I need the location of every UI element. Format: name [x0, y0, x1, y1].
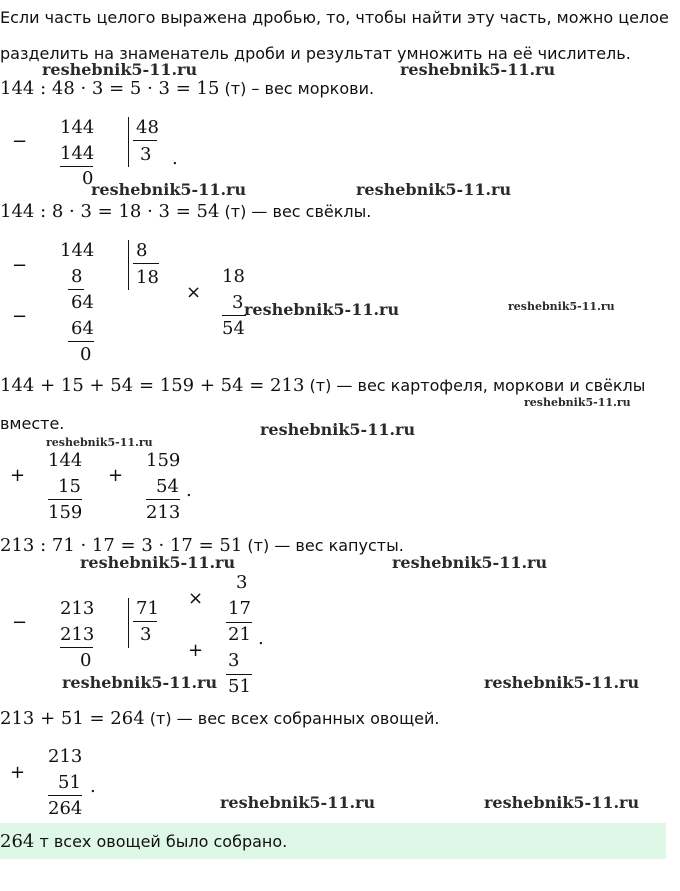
partial-dividend: 64: [71, 292, 94, 313]
factor-a: 17: [228, 598, 251, 619]
watermark: reshebnik5-11.ru: [508, 300, 615, 313]
plus-sign: +: [10, 762, 26, 783]
addition-line: [48, 499, 82, 500]
subtrahend: 64: [71, 318, 94, 339]
addend-b: 15: [58, 476, 81, 497]
step2-unit: (т): [224, 202, 247, 221]
watermark: reshebnik5-11.ru: [356, 180, 512, 199]
step3-line: [0, 376, 645, 396]
carry-digit: 3: [236, 572, 248, 593]
period: .: [186, 480, 192, 501]
answer-text: т всех овощей было собрано.: [39, 832, 288, 851]
times-sign: ×: [188, 588, 204, 609]
product: 54: [222, 318, 245, 339]
step3-line-cont: вместе.: [0, 414, 65, 433]
step5-desc: — вес всех собранных овощей.: [176, 709, 440, 728]
quotient: 18: [136, 267, 159, 288]
step1-line: [0, 79, 374, 99]
factor-a: 18: [222, 266, 245, 287]
watermark: reshebnik5-11.ru: [400, 60, 556, 79]
quotient: 3: [140, 624, 152, 645]
sum: 264: [48, 798, 83, 819]
watermark: reshebnik5-11.ru: [220, 793, 376, 812]
watermark: reshebnik5-11.ru: [42, 60, 198, 79]
remainder: 0: [80, 344, 92, 365]
step2-desc: — вес свёклы.: [251, 202, 372, 221]
minus-sign: −: [12, 255, 28, 276]
partial-product: 3: [228, 650, 240, 671]
division-bar: [128, 598, 129, 648]
addend-b: 54: [156, 476, 179, 497]
division-bar: [128, 240, 129, 290]
watermark: reshebnik5-11.ru: [80, 553, 236, 572]
answer-line: [0, 832, 287, 852]
multiplication-line: [222, 315, 246, 316]
divisor-line: [133, 621, 157, 622]
step1-unit: (т): [224, 79, 247, 98]
dividend: 144: [60, 240, 95, 261]
step3-unit: (т): [309, 376, 332, 395]
subtrahend: 144: [60, 143, 95, 164]
divisor-line: [133, 263, 159, 264]
multiplication-line: [226, 622, 252, 623]
addition-line: [226, 674, 252, 675]
subtraction-line: [60, 166, 93, 167]
divisor: 8: [136, 240, 148, 261]
intro-line-2: разделить на знаменатель дроби и результат умножить на её числитель.: [0, 44, 631, 63]
watermark: reshebnik5-11.ru: [62, 673, 218, 692]
watermark: reshebnik5-11.ru: [484, 793, 640, 812]
plus-sign: +: [10, 465, 26, 486]
subtraction-line: [68, 289, 84, 290]
step2-line: [0, 202, 371, 222]
times-sign: ×: [186, 282, 202, 303]
addend-a: 159: [146, 450, 181, 471]
watermark: reshebnik5-11.ru: [46, 436, 153, 449]
step2-math: 144 : 8 · 3 = 18 · 3 = 54: [0, 201, 220, 222]
subtrahend: 213: [60, 624, 95, 645]
addend-b: 51: [58, 772, 81, 793]
divisor: 71: [136, 598, 159, 619]
watermark: reshebnik5-11.ru: [524, 396, 631, 409]
watermark: reshebnik5-11.ru: [91, 180, 247, 199]
minus-sign: −: [12, 612, 28, 633]
watermark: reshebnik5-11.ru: [244, 300, 400, 319]
period: .: [258, 628, 264, 649]
step1-math: 144 : 48 · 3 = 5 · 3 = 15: [0, 78, 220, 99]
intro-line-1: Если часть целого выражена дробью, то, чтобы найти эту часть, можно целое: [0, 8, 669, 27]
watermark: reshebnik5-11.ru: [392, 553, 548, 572]
product: 51: [228, 676, 251, 697]
divisor-line: [133, 140, 157, 141]
addend-a: 213: [48, 746, 83, 767]
period: .: [90, 776, 96, 797]
period: .: [172, 148, 178, 169]
step4-unit: (т): [247, 536, 270, 555]
plus-sign: +: [108, 465, 124, 486]
step4-desc: — вес капусты.: [274, 536, 404, 555]
remainder: 0: [82, 168, 94, 189]
step1-desc: – вес моркови.: [251, 79, 375, 98]
division-bar: [128, 117, 129, 167]
subtrahend: 8: [71, 266, 83, 287]
step5-unit: (т): [149, 709, 172, 728]
step3-desc: — вес картофеля, моркови и свёклы: [336, 376, 646, 395]
plus-sign: +: [188, 640, 204, 661]
factor-b: 21: [228, 624, 251, 645]
remainder: 0: [80, 650, 92, 671]
quotient: 3: [140, 144, 152, 165]
dividend: 213: [60, 598, 95, 619]
minus-sign: −: [12, 306, 28, 327]
addition-line: [146, 499, 180, 500]
sum: 213: [146, 502, 181, 523]
step3-math: 144 + 15 + 54 = 159 + 54 = 213: [0, 375, 305, 396]
step4-math: 213 : 71 · 17 = 3 · 17 = 51: [0, 535, 243, 556]
subtraction-line: [68, 341, 94, 342]
addition-line: [48, 795, 82, 796]
divisor: 48: [136, 117, 159, 138]
step5-math: 213 + 51 = 264: [0, 708, 145, 729]
watermark: reshebnik5-11.ru: [484, 673, 640, 692]
addend-a: 144: [48, 450, 83, 471]
sum: 159: [48, 502, 83, 523]
dividend: 144: [60, 117, 95, 138]
minus-sign: −: [12, 131, 28, 152]
watermark: reshebnik5-11.ru: [260, 420, 416, 439]
answer-number: 264: [0, 831, 35, 852]
step5-line: [0, 709, 439, 729]
subtraction-line: [60, 647, 93, 648]
factor-b: 3: [232, 292, 244, 313]
